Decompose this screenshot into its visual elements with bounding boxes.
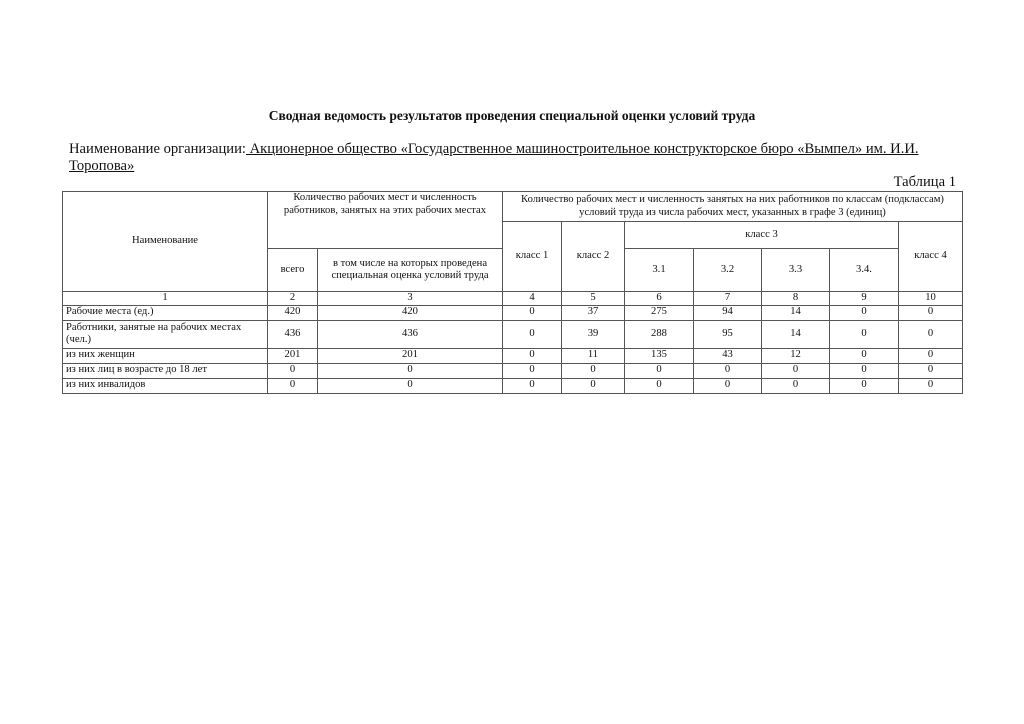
column-number: 9 (830, 292, 899, 306)
organization-label: Наименование организации: (69, 141, 246, 157)
column-number: 6 (625, 292, 694, 306)
cell: 0 (503, 320, 562, 348)
cell: 0 (762, 363, 830, 378)
header-total: всего (268, 249, 318, 292)
cell: 0 (899, 320, 963, 348)
column-number: 8 (762, 292, 830, 306)
cell: 0 (503, 363, 562, 378)
cell: 436 (268, 320, 318, 348)
header-class-3: класс 3 (625, 222, 899, 249)
cell: 0 (899, 378, 963, 393)
cell: 0 (694, 363, 762, 378)
table-row (63, 320, 963, 348)
row-label: из них лиц в возрасте до 18 лет (63, 363, 268, 378)
column-numbers-row (63, 292, 963, 306)
column-number: 10 (899, 292, 963, 306)
cell: 135 (625, 348, 694, 363)
cell: 0 (899, 363, 963, 378)
table-row (63, 378, 963, 393)
cell: 275 (625, 305, 694, 320)
header-subclass-3-1: 3.1 (625, 249, 694, 292)
cell: 0 (694, 378, 762, 393)
cell: 0 (625, 378, 694, 393)
cell: 0 (268, 378, 318, 393)
cell: 0 (268, 363, 318, 378)
cell: 0 (830, 348, 899, 363)
row-label: из них женщин (63, 348, 268, 363)
cell: 14 (762, 305, 830, 320)
cell: 0 (503, 378, 562, 393)
header-class-1: класс 1 (503, 222, 562, 292)
cell: 0 (625, 363, 694, 378)
column-number: 3 (318, 292, 503, 306)
cell: 0 (503, 305, 562, 320)
cell: 14 (762, 320, 830, 348)
cell: 0 (899, 348, 963, 363)
cell: 288 (625, 320, 694, 348)
header-class-4: класс 4 (899, 222, 963, 292)
header-subclass-3-2: 3.2 (694, 249, 762, 292)
cell: 0 (762, 378, 830, 393)
document-title: Сводная ведомость результатов проведения специальной оценки условий труда (268, 108, 756, 123)
row-label: Работники, занятые на рабочих местах (чел.) (63, 320, 268, 348)
summary-table (62, 191, 963, 394)
header-name: Наименование (63, 192, 268, 292)
cell: 39 (562, 320, 625, 348)
column-number: 7 (694, 292, 762, 306)
cell: 0 (503, 348, 562, 363)
cell: 12 (762, 348, 830, 363)
table-row (63, 348, 963, 363)
cell: 37 (562, 305, 625, 320)
cell: 201 (268, 348, 318, 363)
cell: 201 (318, 348, 503, 363)
cell: 0 (318, 378, 503, 393)
cell: 0 (830, 305, 899, 320)
header-group-workplaces: Количество рабочих мест и численность работников, занятых на этих рабочих местах (268, 192, 503, 249)
table-number: Таблица 1 (893, 174, 956, 190)
cell: 0 (830, 363, 899, 378)
cell: 95 (694, 320, 762, 348)
cell: 0 (899, 305, 963, 320)
column-number: 2 (268, 292, 318, 306)
row-label: из них инвалидов (63, 378, 268, 393)
column-number: 4 (503, 292, 562, 306)
header-class-2: класс 2 (562, 222, 625, 292)
organization-line (69, 141, 949, 175)
header-subclass-3-4: 3.4. (830, 249, 899, 292)
cell: 0 (830, 378, 899, 393)
cell: 0 (830, 320, 899, 348)
cell: 436 (318, 320, 503, 348)
cell: 94 (694, 305, 762, 320)
cell: 420 (268, 305, 318, 320)
cell: 0 (562, 363, 625, 378)
cell: 0 (318, 363, 503, 378)
organization-name: Акционерное общество «Государственное машиностроительное конструкторское бюро «Вымпел» им. И.И. Торопова» (69, 141, 919, 174)
cell: 11 (562, 348, 625, 363)
header-group-classes: Количество рабочих мест и численность занятых на них работников по классам (подклассам) условий труда из числа рабочих мест, указанных в графе 3 (единиц) (503, 192, 963, 222)
table-row (63, 305, 963, 320)
cell: 420 (318, 305, 503, 320)
header-assessed: в том числе на которых проведена специальная оценка условий труда (318, 249, 503, 292)
cell: 0 (562, 378, 625, 393)
column-number: 1 (63, 292, 268, 306)
table-row (63, 363, 963, 378)
cell: 43 (694, 348, 762, 363)
row-label: Рабочие места (ед.) (63, 305, 268, 320)
column-number: 5 (562, 292, 625, 306)
header-subclass-3-3: 3.3 (762, 249, 830, 292)
